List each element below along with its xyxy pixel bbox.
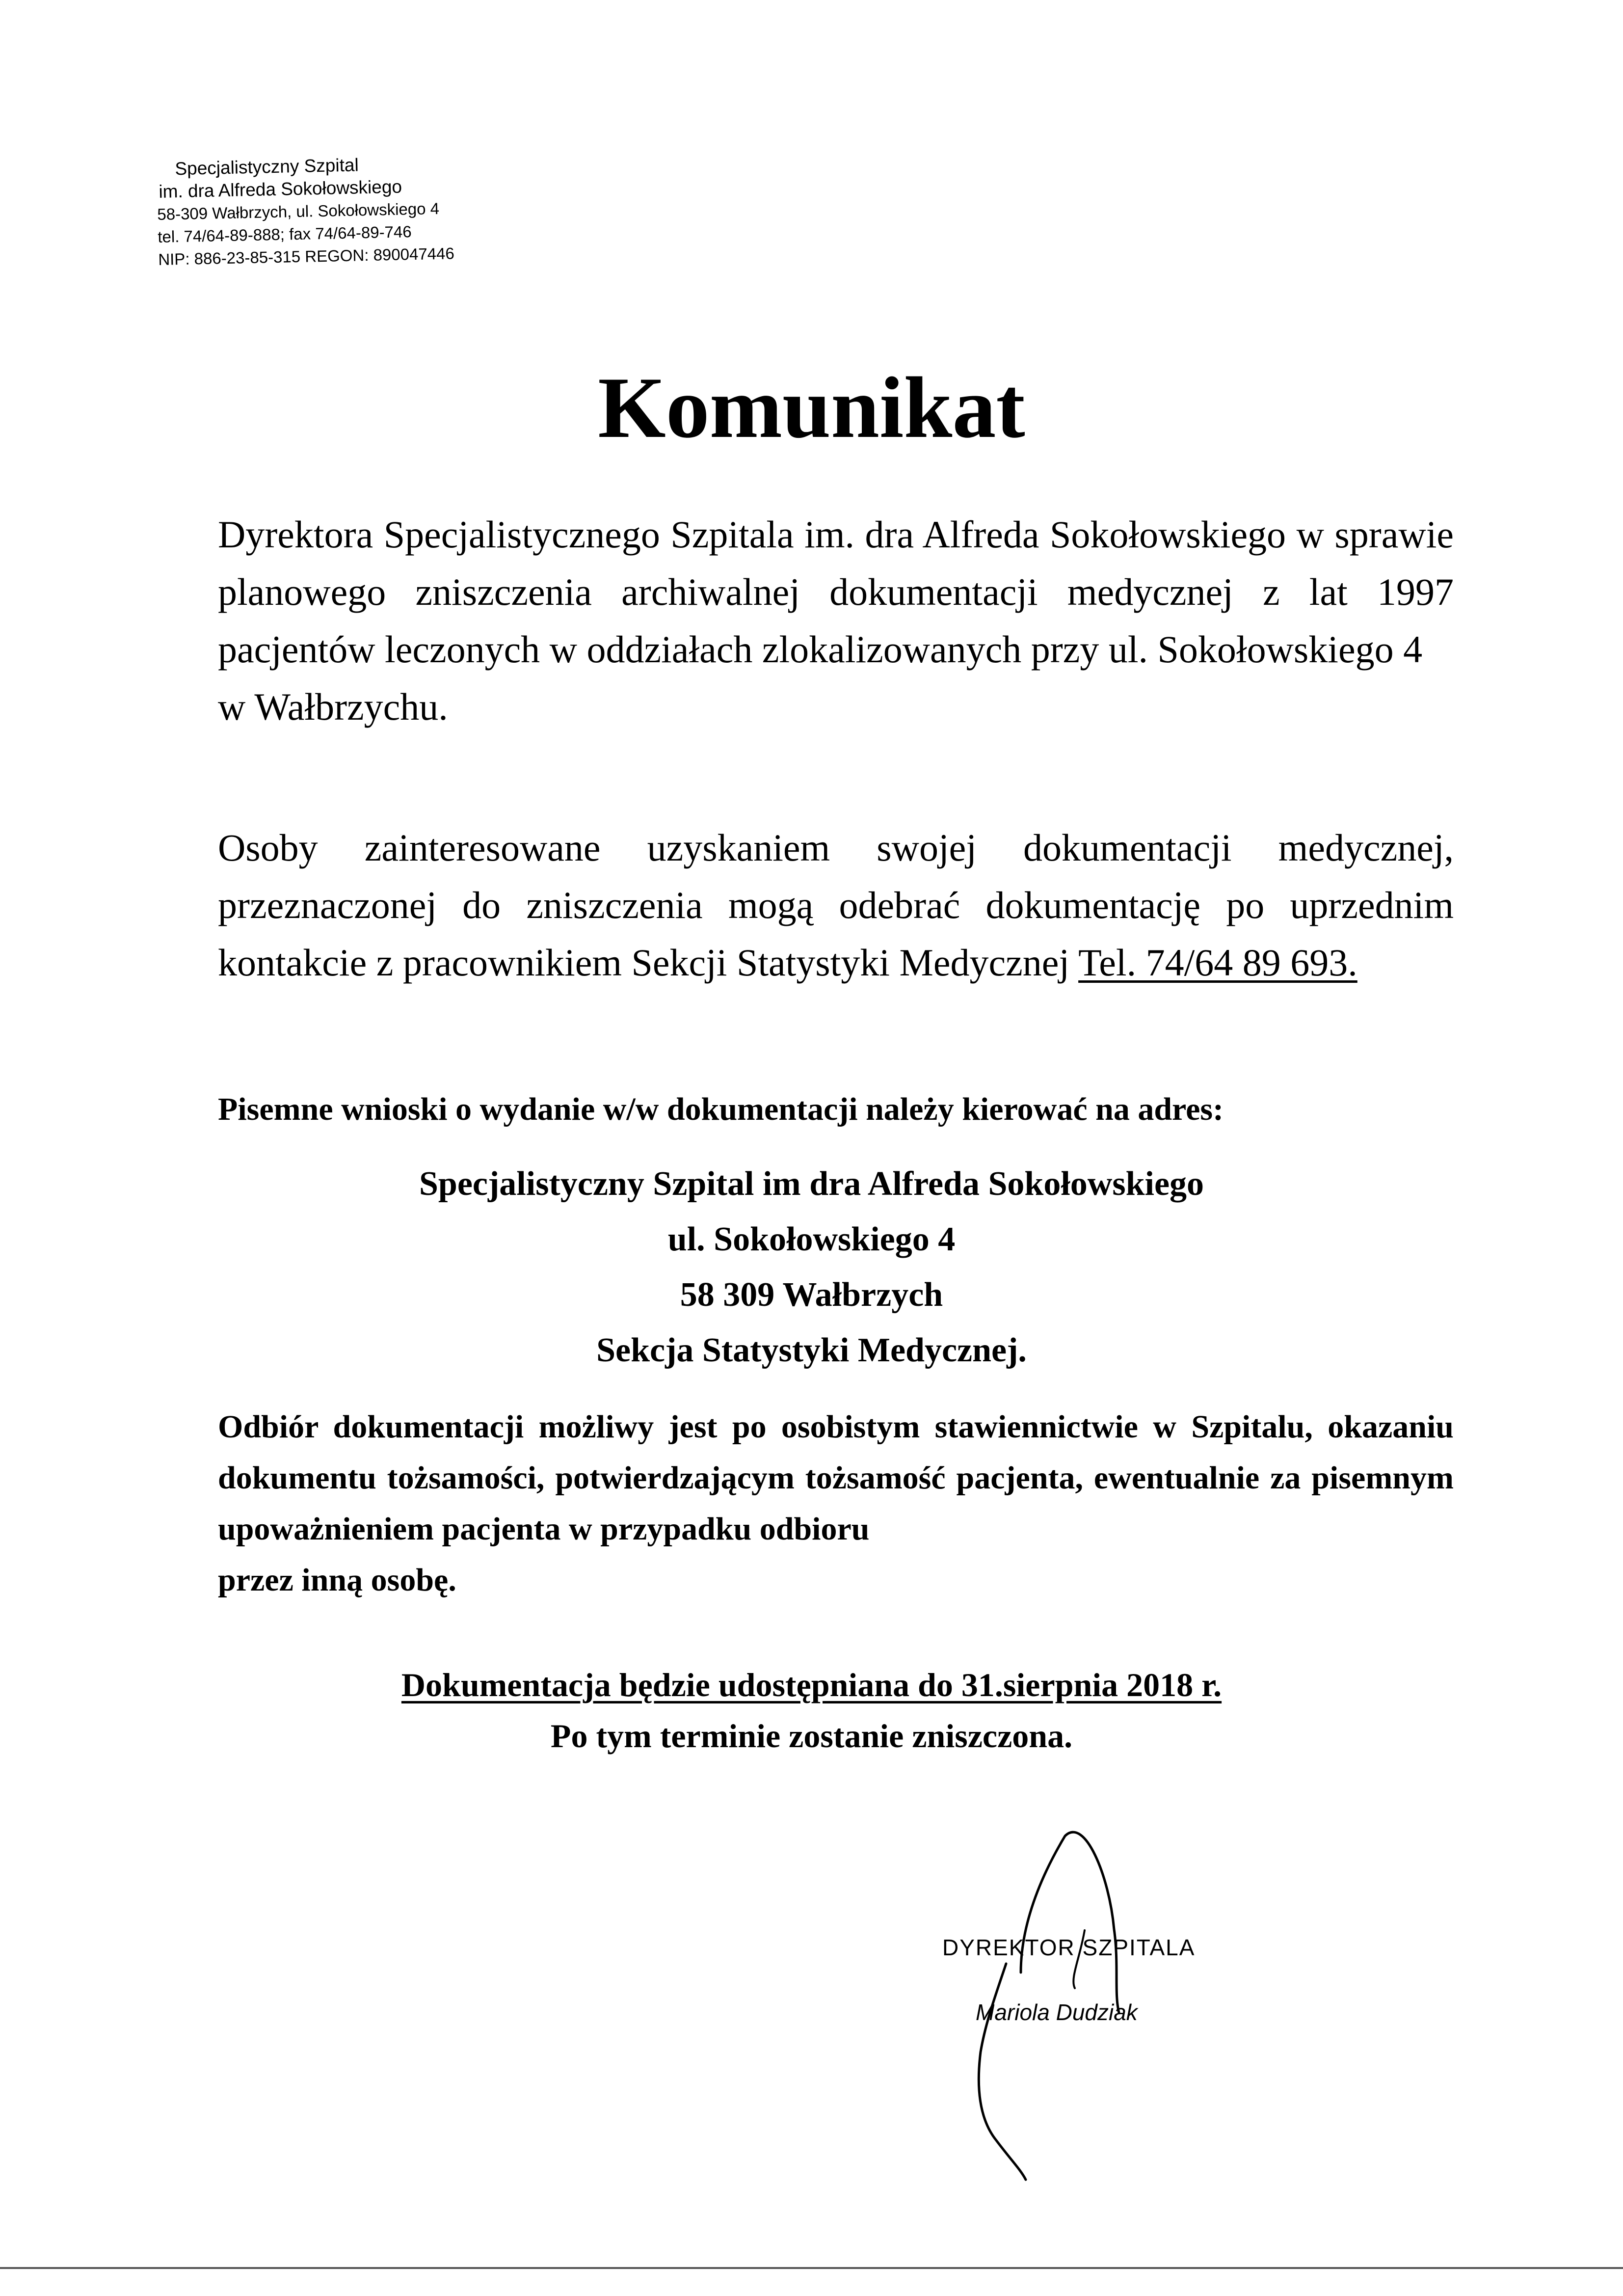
stamp-line-name: Specjalistyczny Szpital xyxy=(175,155,359,179)
stamp-line-patron: im. dra Alfreda Sokołowskiego xyxy=(159,176,402,202)
address-line-department: Sekcja Statystyki Medycznej. xyxy=(596,1331,1027,1369)
paragraph-pickup-body: Odbiór dokumentacji możliwy jest po osobistym stawiennictwie w Szpitalu, okazaniu dokumentu tożsamości, potwierdzającym tożsamość pacjenta, ewentualnie za pisemnym upoważnieniem pacjenta w przypadku odbioru xyxy=(218,1409,1454,1547)
address-line-institution: Specjalistyczny Szpital im dra Alfreda Sokołowskiego xyxy=(419,1165,1204,1203)
signature-name: Mariola Dudziak xyxy=(976,1999,1138,2025)
paragraph-pickup-end: przez inną osobę. xyxy=(218,1562,456,1598)
paragraph-contact xyxy=(218,819,1454,991)
paragraph-subject-end: w Wałbrzychu. xyxy=(218,685,448,728)
stamp-line-address: 58-309 Wałbrzych, ul. Sokołowskiego 4 xyxy=(157,199,440,223)
hospital-stamp xyxy=(156,150,532,271)
address-line-city: 58 309 Wałbrzych xyxy=(680,1276,943,1314)
paragraph-pickup xyxy=(218,1402,1454,1606)
contact-phone: Tel. 74/64 89 693. xyxy=(1078,941,1357,984)
mailing-address xyxy=(0,1156,1623,1378)
document-title: Komunikat xyxy=(598,359,1025,456)
signature-block xyxy=(923,1816,1276,2209)
paragraph-contact-body: Osoby zainteresowane uzyskaniem swojej dokumentacji medycznej, przeznaczonej do zniszczenia mogą odebrać dokumentację po uprzednim kontakcie z pracownikiem Sekcji Statystyki Medycznej xyxy=(218,826,1454,984)
signature-title: DYREKTOR SZPITALA xyxy=(942,1935,1196,1960)
address-line-street: ul. Sokołowskiego 4 xyxy=(667,1220,956,1258)
stamp-line-phone: tel. 74/64-89-888; fax 74/64-89-746 xyxy=(157,222,412,246)
deadline-note: Po tym terminie zostanie zniszczona. xyxy=(550,1717,1073,1755)
paragraph-subject xyxy=(218,506,1454,735)
paragraph-subject-body: Dyrektora Specjalistycznego Szpitala im. dra Alfreda Sokołowskiego w sprawie planowego zniszczenia archiwalnej dokumentacji medycznej z lat 1997 pacjentów leczonych w oddziałach zlokalizowanych przy ul. Sokołowskiego 4 xyxy=(218,513,1454,671)
stamp-line-tax-ids: NIP: 886-23-85-315 REGON: 890047446 xyxy=(158,244,455,269)
deadline-date: Dokumentacja będzie udostępniana do 31.sierpnia 2018 r. xyxy=(401,1666,1222,1703)
paragraph-written-requests: Pisemne wnioski o wydanie w/w dokumentacji należy kierować na adres: xyxy=(218,1091,1224,1127)
footer-rule xyxy=(0,2266,1623,2271)
deadline-notice xyxy=(0,1659,1623,1761)
